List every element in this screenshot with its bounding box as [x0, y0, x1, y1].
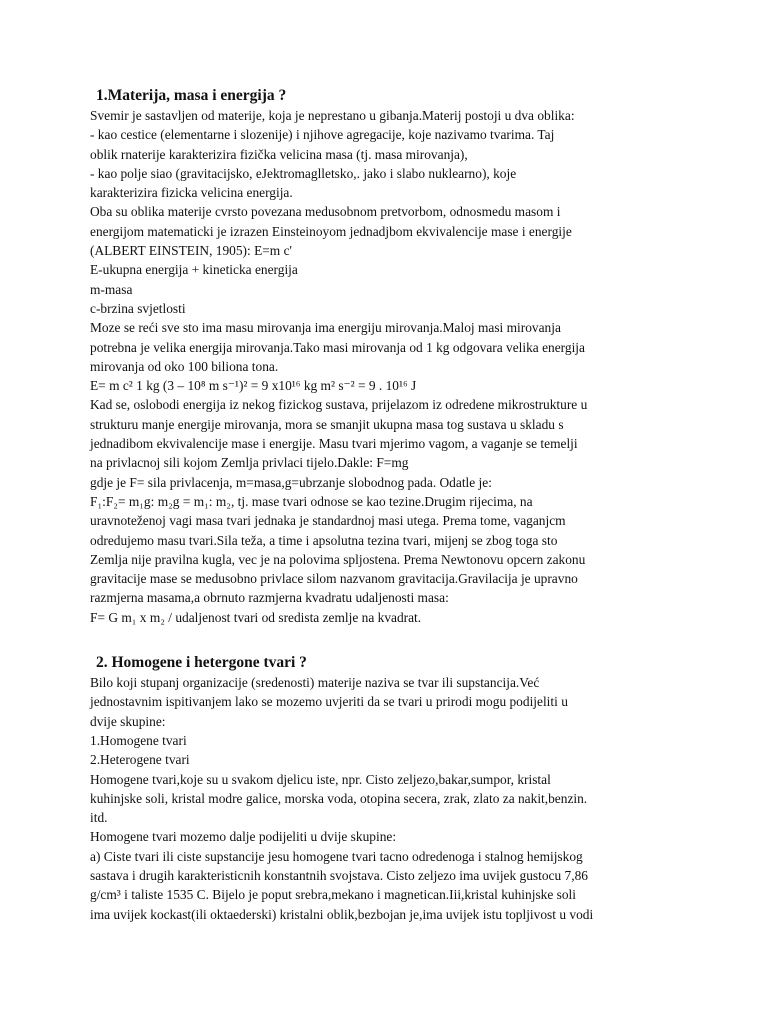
text-line: Moze se reći sve sto ima masu mirovanja ima energiju mirovanja.Maloj masi mirovanja: [90, 320, 561, 336]
text-line: sastava i drugih karakteristicnih konstantnih svojstava. Cisto zeljezo ima uvijek gustocu 7,86: [90, 867, 588, 883]
section-2-heading: 2. Homogene i hetergone tvari ?: [96, 654, 307, 672]
text-line: jednadibom ekvivalencije mase i energije. Masu tvari mjerimo vagom, a vaganje se temelji: [90, 436, 578, 452]
list-item: 1.Homogene tvari: [90, 732, 187, 748]
text-line: - kao polje siao (gravitacijsko, eJektromaglletsko,. jako i slabo nuklearno), koje: [90, 165, 517, 181]
text-line: - kao cestice (elementarne i slozenije) i njihove agregacije, koje nazivamo tvarima. Taj: [90, 127, 555, 143]
list-item: 2.Heterogene tvari: [90, 752, 190, 768]
text-line: g/cm³ i taliste 1535 C. Bijelo je poput srebra,mekano i magnetican.Iii,kristal kuhinjske soli: [90, 887, 576, 903]
text-line: razmjerna masama,a obrnuto razmjerna kvadratu udaljenosti masa:: [90, 590, 449, 606]
text-line: strukturu manje energije mirovanja, mora se smanjit ukupna masa tog sustava u skladu s: [90, 416, 564, 432]
text-line: potrebna je velika energija mirovanja.Tako masi mirovanja od 1 kg odgovara velika energija: [90, 339, 585, 355]
section-1-heading: 1.Materija, masa i energija ?: [96, 87, 287, 104]
section-spacer: [90, 627, 690, 653]
text-line: Bilo koji stupanj organizacije (sredenosti) materije naziva se tvar ili supstancija.Već: [90, 675, 540, 691]
text-line: a) Ciste tvari ili ciste supstancije jesu homogene tvari tacno odredenoga i stalnog hemijskog: [90, 848, 583, 864]
text-line: mirovanja od oko 100 biliona tona.: [90, 358, 279, 374]
text-line: na privlacnoj sili kojom Zemlja privlaci tijelo.Dakle: F=mg: [90, 455, 409, 471]
document-page: [90, 86, 690, 924]
text-line: F₁:F₂= m₁g: m₂g = m₁: m₂, tj. mase tvari odnose se kao tezine.Drugim rijecima, na: [90, 493, 533, 509]
text-line: energijom matematicki je izrazen Einsteinoyom jednadjbom ekvivalencije mase i energije: [90, 223, 572, 239]
text-line: odredujemo masu tvari.Sila teža, a time i apsolutna tezina tvari, mijenj se zbog toga sto: [90, 532, 558, 548]
text-line: Homogene tvari mozemo dalje podijeliti u dvije skupine:: [90, 829, 397, 845]
text-line: kuhinjske soli, kristal modre galice, morska voda, otopina secera, zrak, zlato za nakit,benzin.: [90, 790, 588, 806]
text-line: (ALBERT EINSTEIN, 1905): E=m c': [90, 243, 292, 259]
text-line: c-brzina svjetlosti: [90, 300, 186, 316]
text-line: Svemir je sastavljen od materije, koja je neprestano u gibanja.Materij postoji u dva oblika:: [90, 108, 575, 123]
formula-line: E= m c² 1 kg (3 – 10⁸ m s⁻¹)² = 9 x10¹⁶ kg m² s⁻² = 9 . 10¹⁶ J: [90, 378, 417, 394]
text-line: jednostavnim ispitivanjem lako se mozemo uvjeriti da se tvari u prirodi mogu podijeliti u: [90, 694, 568, 710]
section-2-body: [90, 673, 690, 924]
text-line: Kad se, oslobodi energija iz nekog fizickog sustava, prijelazom iz odredene mikrostrukture u: [90, 397, 588, 413]
text-line: karakterizira fizicka velicina energija.: [90, 185, 293, 201]
text-line: dvije skupine:: [90, 713, 166, 729]
text-line: Zemlja nije pravilna kugla, vec je na polovima spljostena. Prema Newtonovu opcern zakonu: [90, 551, 586, 567]
text-line: m-masa: [90, 281, 133, 297]
text-line: Oba su oblika materije cvrsto povezana medusobnom pretvorbom, odnosmedu masom i: [90, 204, 561, 220]
text-line: gdje je F= sila privlacenja, m=masa,g=ubrzanje slobodnog pada. Odatle je:: [90, 474, 492, 490]
text-line: oblik rnaterije karakterizira fizička velicina masa (tj. masa mirovanja),: [90, 146, 468, 162]
formula-line: F= G m₁ x m₂ / udaljenost tvari od sredista zemlje na kvadrat.: [90, 609, 422, 625]
section-1-body: [90, 106, 690, 627]
text-line: Homogene tvari,koje su u svakom djelicu iste, npr. Cisto zeljezo,bakar,sumpor, kristal: [90, 771, 551, 787]
text-line: gravitacije mase se medusobno privlace silom nazvanom gravitacija.Gravilacija je upravno: [90, 571, 578, 587]
text-line: ima uvijek kockast(ili oktaederski) kristalni oblik,bezbojan je,ima uvijek istu topljivost u vodi: [90, 906, 594, 922]
text-line: uravnoteženoj vagi masa tvari jednaka je standardnoj masi utega. Prema tome, vaganjcm: [90, 513, 566, 529]
text-line: itd.: [90, 810, 108, 826]
text-line: E-ukupna energija + kineticka energija: [90, 262, 298, 278]
